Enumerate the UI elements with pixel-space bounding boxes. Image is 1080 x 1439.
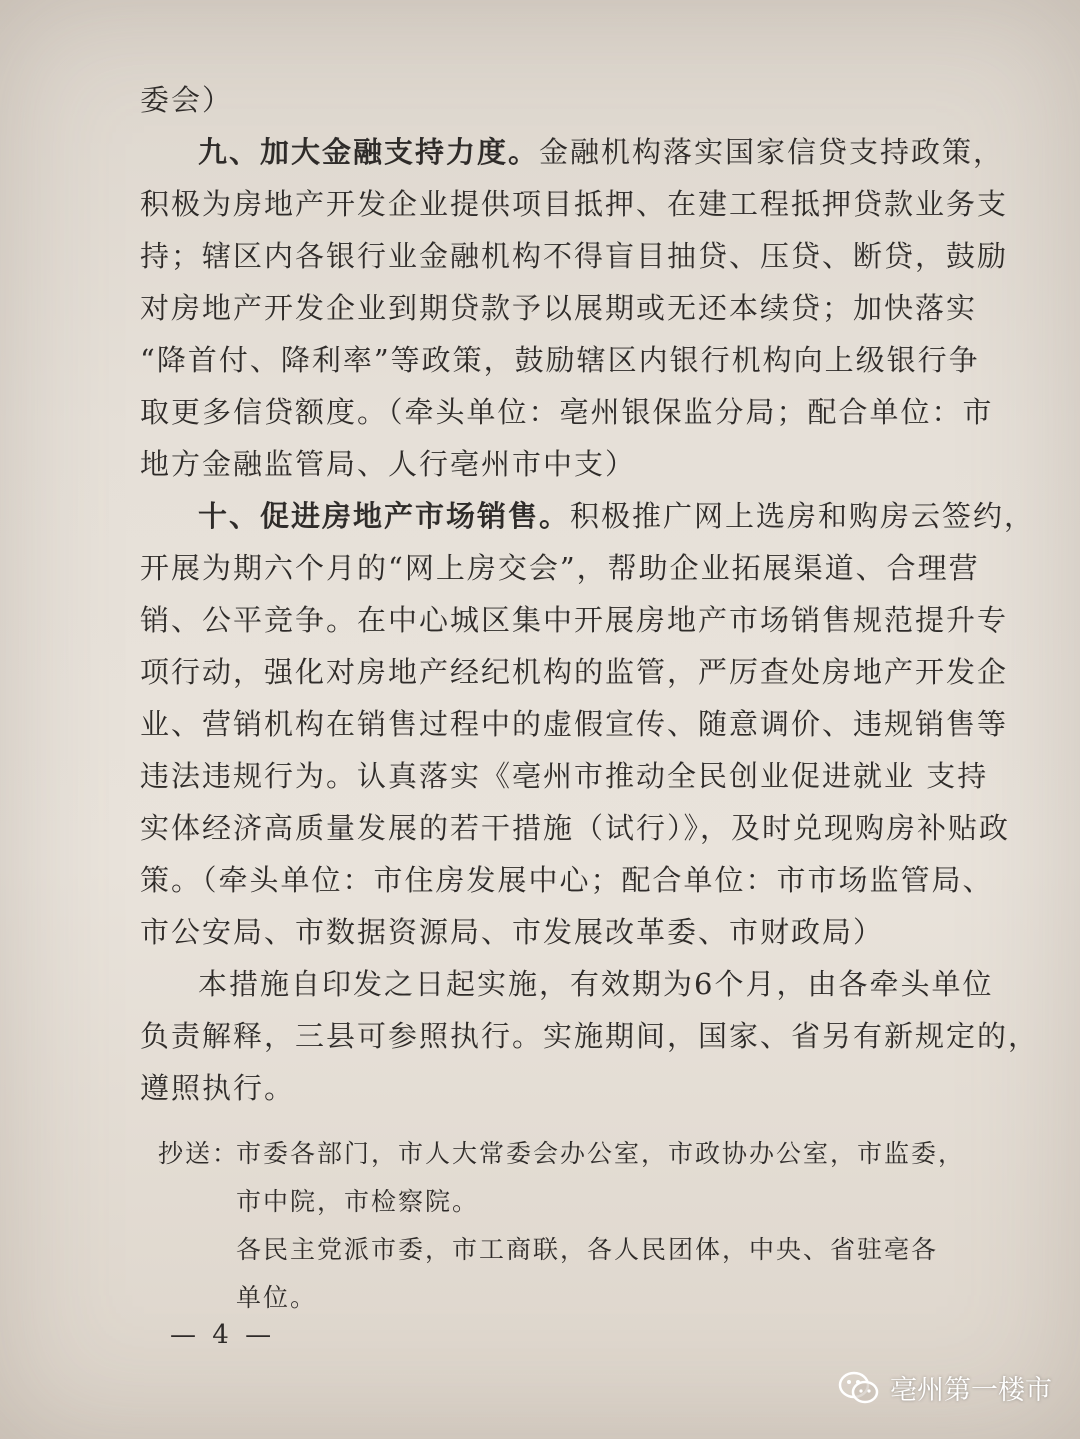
cc-line-4: 单位。 — [236, 1283, 318, 1312]
body-line — [140, 230, 1009, 282]
body-line — [140, 282, 978, 334]
section-heading: 九、加大金融支持力度。 — [198, 135, 540, 169]
body-line — [140, 334, 980, 386]
body-text-run: 策。（牵头单位：市住房发展中心；配合单位：市市场监管局、 — [140, 863, 994, 897]
body-text-run: 业、营销机构在销售过程中的虚假宣传、随意调价、违规销售等 — [140, 707, 1009, 741]
body-line — [140, 126, 1005, 178]
cc-recipients-1: 市委各部门，市人大常委会办公室，市政协办公室，市监委， — [236, 1139, 966, 1168]
body-line — [140, 1062, 970, 1114]
body-text-run: 持；辖区内各银行业金融机构不得盲目抽贷、压贷、断贷，鼓励 — [140, 239, 1009, 273]
body-text-run: 积极推广网上选房和购房云签约， — [570, 499, 1036, 533]
body-line — [140, 802, 1011, 854]
body-line — [140, 542, 980, 594]
body-text-run: 违法违规行为。认真落实《亳州市推动全民创业促进就业 支持 — [140, 759, 989, 793]
body-line — [140, 594, 1009, 646]
body-line — [140, 74, 970, 126]
document-body — [140, 74, 1040, 1114]
cc-label: 抄送： — [158, 1139, 240, 1168]
body-line — [140, 854, 994, 906]
body-text-run: 取更多信贷额度。（牵头单位：亳州银保监分局；配合单位：市 — [140, 395, 994, 429]
body-line — [140, 698, 1009, 750]
body-line — [140, 1010, 1040, 1062]
body-text-run: 负责解释，三县可参照执行。实施期间，国家、省另有新规定的， — [140, 1019, 1040, 1053]
watermark-text: 亳州第一楼市 — [890, 1375, 1052, 1406]
body-text-run: 对房地产开发企业到期贷款予以展期或无还本续贷；加快落实 — [140, 291, 978, 325]
body-text-run: 市公安局、市数据资源局、市发展改革委、市财政局） — [140, 915, 885, 949]
body-text-run: 委会） — [140, 83, 234, 117]
cc-line-3: 各民主党派市委，市工商联，各人民团体，中央、省驻亳各 — [236, 1235, 939, 1264]
cc-section — [158, 1130, 965, 1322]
body-line — [140, 438, 970, 490]
body-line — [140, 646, 1009, 698]
section-heading: 十、促进房地产市场销售。 — [198, 499, 571, 533]
body-line — [140, 178, 1009, 230]
cc-line-2: 市中院，市检察院。 — [236, 1187, 480, 1216]
body-text-run: 实体经济高质量发展的若干措施（试行）》，及时兑现购房补贴政 — [140, 811, 1011, 845]
body-line — [140, 490, 1036, 542]
cc-line-1 — [158, 1130, 965, 1178]
body-text-run: 金融机构落实国家信贷支持政策， — [539, 135, 1005, 169]
body-line — [140, 750, 989, 802]
body-text-run: 销、公平竞争。在中心城区集中开展房地产市场销售规范提升专 — [140, 603, 1009, 637]
body-text-run: 遵照执行。 — [140, 1071, 296, 1105]
body-text-run: 本措施自印发之日起实施，有效期为6个月，由各牵头单位 — [198, 967, 994, 1001]
body-text-run: 开展为期六个月的“网上房交会”，帮助企业拓展渠道、合理营 — [140, 551, 980, 585]
body-line — [140, 958, 994, 1010]
body-line — [140, 386, 994, 438]
account-watermark — [838, 1368, 1052, 1407]
page-number: — 4 — — [170, 1320, 276, 1350]
body-text-run: “降首付、降利率”等政策，鼓励辖区内银行机构向上级银行争 — [140, 343, 980, 377]
wechat-icon — [838, 1370, 880, 1406]
body-line — [140, 906, 970, 958]
body-text-run: 项行动，强化对房地产经纪机构的监管，严厉查处房地产开发企 — [140, 655, 1009, 689]
body-text-run: 地方金融监管局、人行亳州市中支） — [140, 447, 637, 481]
body-text-run: 积极为房地产开发企业提供项目抵押、在建工程抵押贷款业务支 — [140, 187, 1009, 221]
